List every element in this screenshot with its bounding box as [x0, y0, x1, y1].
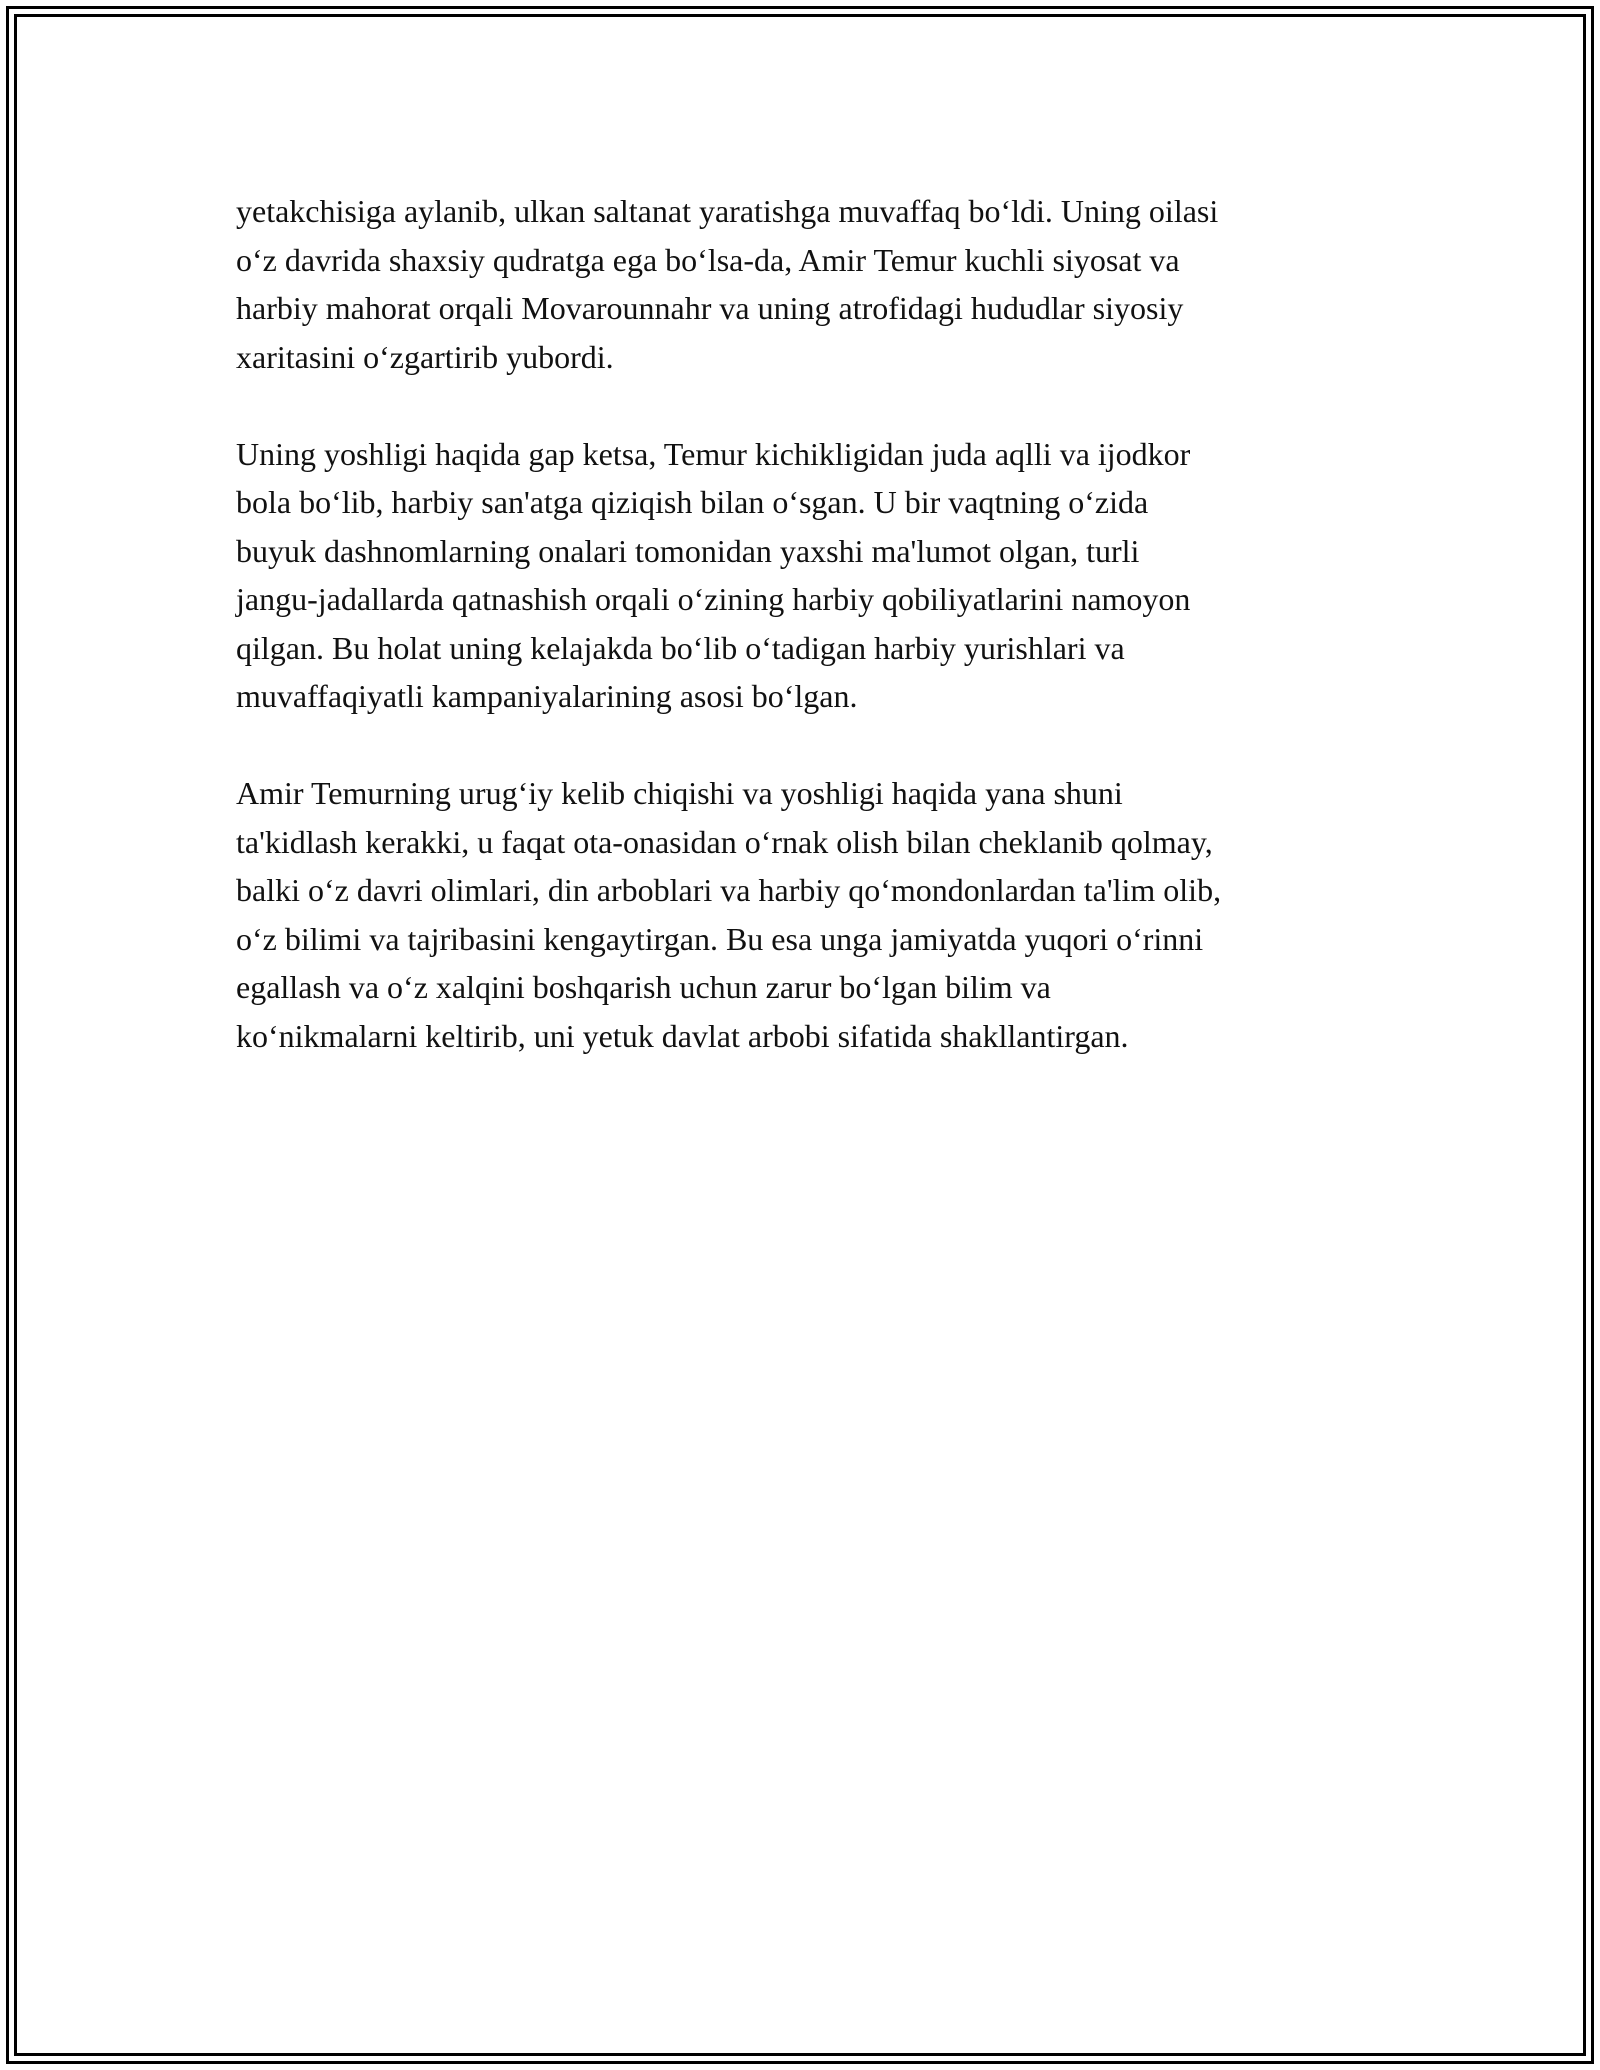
text-line: buyuk dashnomlarning onalari tomonidan yaxshi ma'lumot olgan, turli: [236, 532, 1140, 569]
text-line: harbiy mahorat orqali Movarounnahr va uning atrofidagi hududlar siyosiy: [236, 290, 1184, 326]
document-body: [236, 187, 1376, 1109]
text-line: o‘z davrida shaxsiy qudratga ega bo‘lsa-da, Amir Temur kuchli siyosat va: [236, 241, 1180, 278]
text-line: o‘z bilimi va tajribasini kengaytirgan. Bu esa unga jamiyatda yuqori o‘rinni: [236, 920, 1204, 957]
text-line: bola bo‘lib, harbiy san'atga qiziqish bilan o‘sgan. U bir vaqtning o‘zida: [236, 484, 1149, 520]
text-line: Amir Temurning urug‘iy kelib chiqishi va yoshligi haqida yana shuni: [236, 775, 1123, 811]
text-line: xaritasini o‘zgartirib yubordi.: [236, 338, 614, 375]
text-line: ta'kidlash kerakki, u faqat ota-onasidan o‘rnak olish bilan cheklanib qolmay,: [236, 823, 1213, 860]
text-line: ko‘nikmalarni keltirib, uni yetuk davlat arbobi sifatida shakllantirgan.: [236, 1017, 1129, 1054]
text-line: balki o‘z davri olimlari, din arboblari va harbiy qo‘mondonlardan ta'lim olib,: [236, 872, 1222, 908]
text-line: qilgan. Bu holat uning kelajakda bo‘lib o‘tadigan harbiy yurishlari va: [236, 629, 1125, 666]
text-line: egallash va o‘z xalqini boshqarish uchun zarur bo‘lgan bilim va: [236, 969, 1051, 1005]
paragraph-2: [236, 430, 1376, 721]
paragraph-1: [236, 187, 1376, 381]
paragraph-3: [236, 769, 1376, 1060]
text-line: Uning yoshligi haqida gap ketsa, Temur kichikligidan juda aqlli va ijodkor: [236, 435, 1191, 472]
text-line: muvaffaqiyatli kampaniyalarining asosi bo‘lgan.: [236, 678, 858, 714]
text-line: yetakchisiga aylanib, ulkan saltanat yaratishga muvaffaq bo‘ldi. Uning oilasi: [236, 193, 1219, 229]
text-line: jangu-jadallarda qatnashish orqali o‘zining harbiy qobiliyatlarini namoyon: [236, 581, 1191, 617]
